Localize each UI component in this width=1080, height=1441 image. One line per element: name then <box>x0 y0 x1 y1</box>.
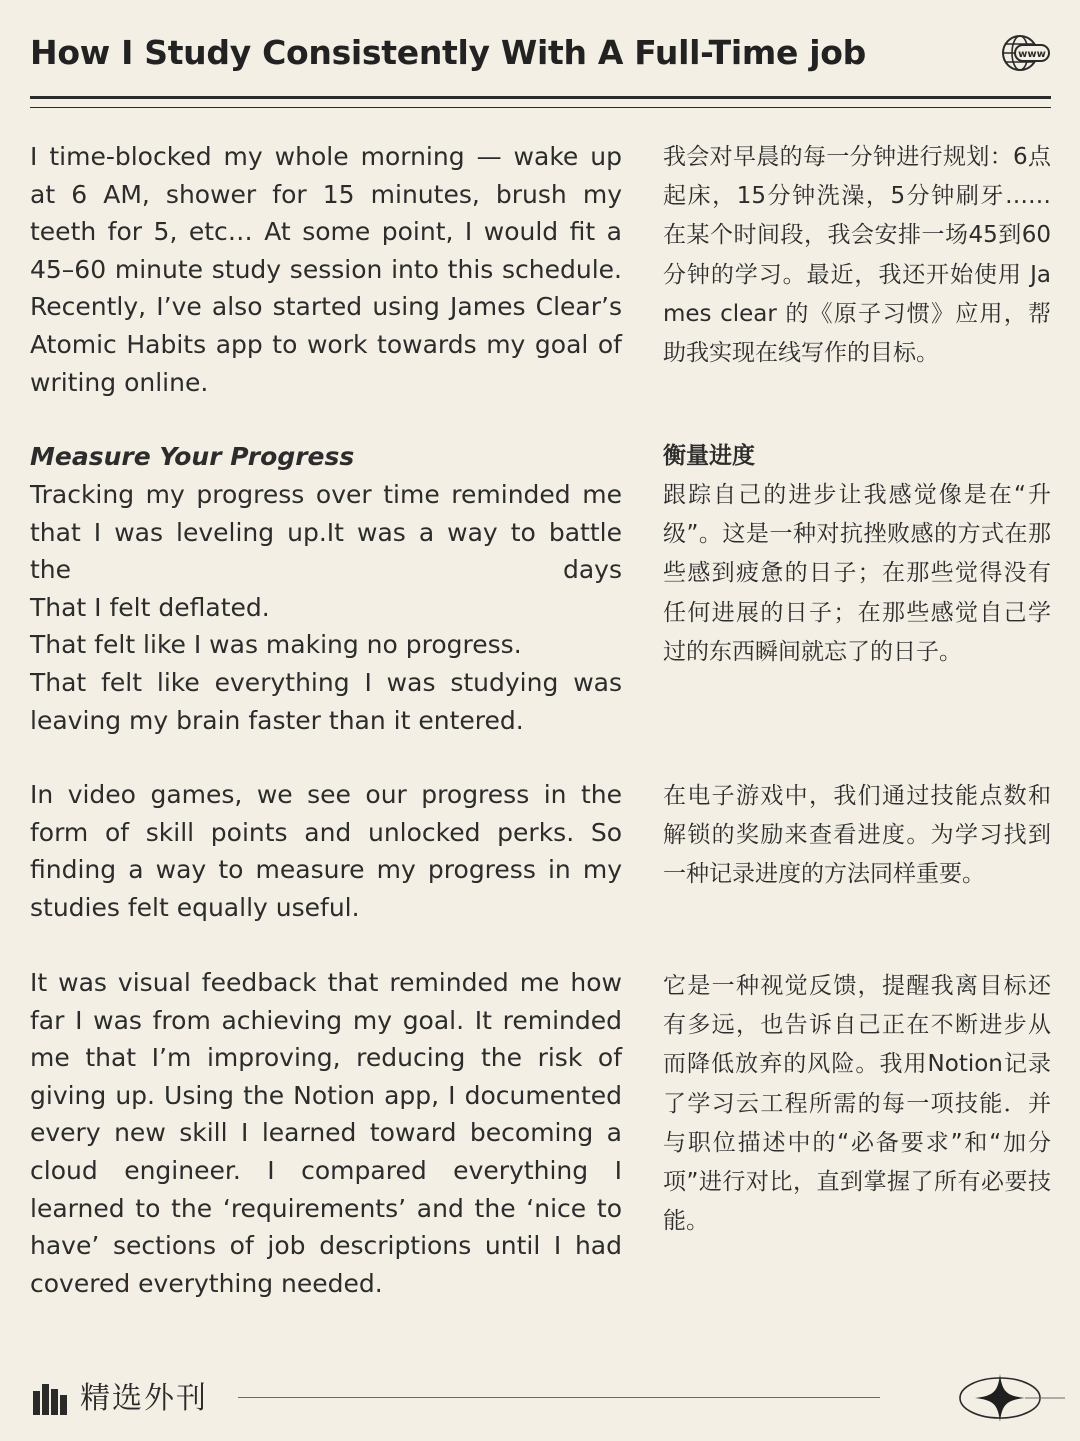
zh-paragraph-4: 它是一种视觉反馈，提醒我离目标还有多远，也告诉自己正在不断进步从而降低放弃的风险。我用Notion记录了学习云工程所需的每一项技能．并与职位描述中的“必备要求”和“加分项”进行对比，直到掌握了所有必要技能。 <box>663 973 1051 1235</box>
globe-www-icon <box>993 32 1051 74</box>
en-paragraph-3: In video games, we see our progress in the form of skill points and unlocked perks. So finding a way to measure my progress in my studies felt equally useful. <box>30 780 622 922</box>
four-point-star-icon <box>955 1372 1065 1424</box>
zh-paragraph-2: 跟踪自己的进步让我感觉像是在“升级”。这是一种对抗挫败感的方式在那些感到疲惫的日子；在那些觉得没有任何进展的日子；在那些感觉自己学过的东西瞬间就忘了的日子。 <box>663 482 1051 665</box>
en-p2-line-2: That I felt deflated. <box>30 592 270 622</box>
en-p2-line-3: That felt like I was making no progress. <box>30 630 522 660</box>
footer-brand: 精选外刊 <box>80 1381 208 1416</box>
en-paragraph-1: I time-blocked my whole morning — wake up at 6 AM, shower for 15 minutes, brush my teeth for 5, etc… At some point, I would fit a 45–60 minute study session into this schedule. Recently, I’ve also started using James Clear’s Atomic Habits app to work towards my goal of writing online. <box>30 142 622 397</box>
footer-divider <box>238 1397 880 1398</box>
zh-paragraph-1: 我会对早晨的每一分钟进行规划：6点起床，15分钟洗澡，5分钟刷牙……在某个时间段，我会安排一场45到60分钟的学习。最近，我还开始使用 James clear 的《原子习惯》应用，帮助我实现在线写作的目标。 <box>663 144 1051 367</box>
en-section-heading: Measure Your Progress <box>30 442 355 471</box>
en-p2-line-4: That felt like everything I was studying was leaving my brain faster than it entered. <box>30 667 622 735</box>
header-rule-thin <box>30 107 1051 108</box>
page-title: How I Study Consistently With A Full-Time job <box>30 33 866 72</box>
bar-chart-icon <box>32 1381 68 1417</box>
logo-text: www <box>1018 49 1046 60</box>
en-paragraph-2 <box>30 476 622 739</box>
en-p2-line-1: Tracking my progress over time reminded me that I was leveling up.It was a way to battle the days <box>30 480 622 585</box>
zh-paragraph-3: 在电子游戏中，我们通过技能点数和解锁的奖励来查看进度。为学习找到一种记录进度的方法同样重要。 <box>663 783 1051 888</box>
en-paragraph-4: It was visual feedback that reminded me how far I was from achieving my goal. It reminded me that I’m improving, reducing the risk of giving up. Using the Notion app, I documented every new skill I learned toward becoming a cloud engineer. I compared everything I learned to the ‘requirements’ and the ‘nice to have’ sections of job descriptions until I had covered everything needed. <box>30 968 622 1298</box>
header-rule-thick <box>30 96 1051 99</box>
zh-section-heading: 衡量进度 <box>663 443 755 469</box>
